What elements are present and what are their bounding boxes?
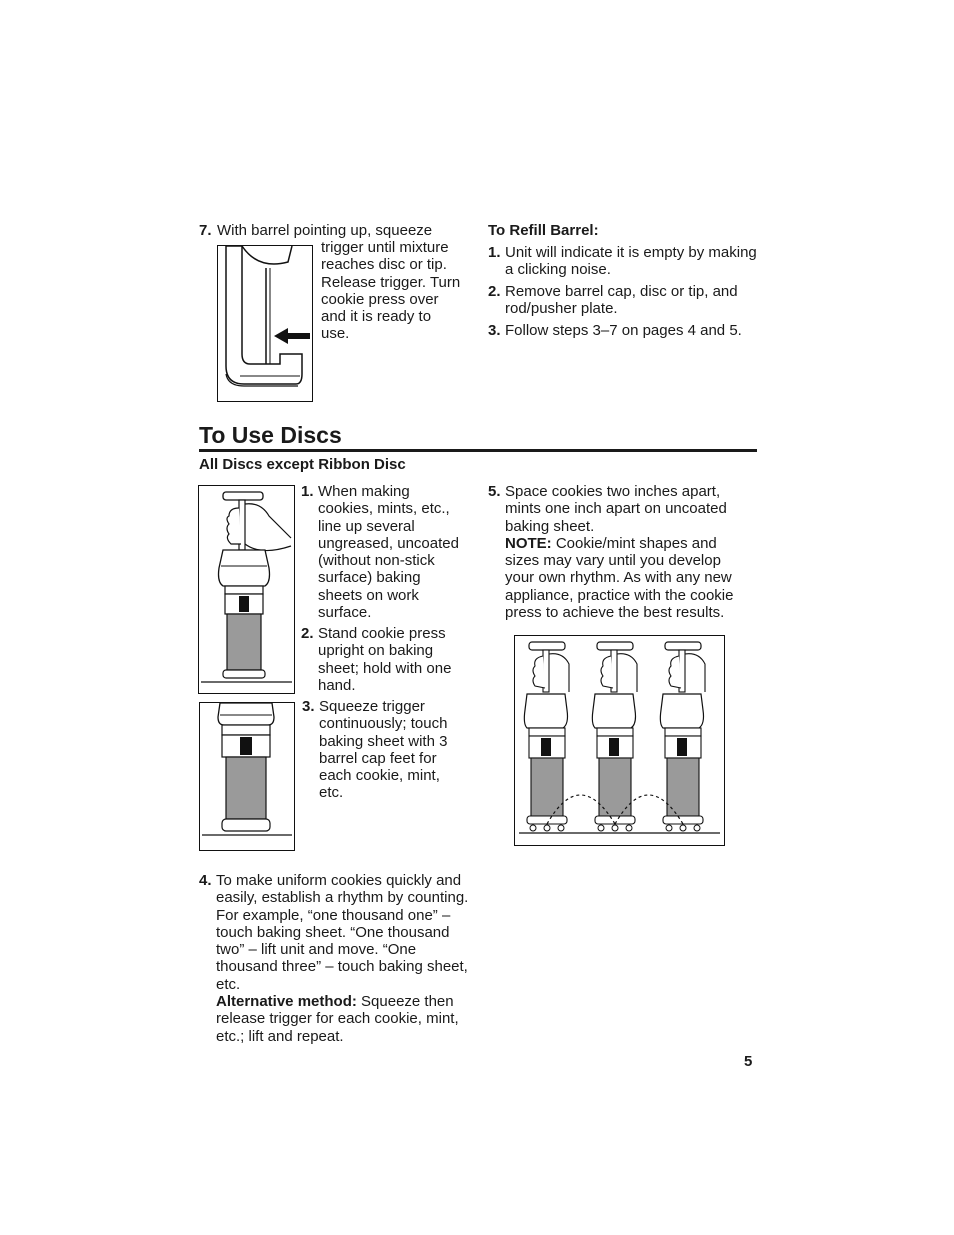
step-2 bbox=[301, 625, 467, 694]
step-5 bbox=[488, 483, 746, 621]
step-7-text: trigger until mixture reaches disc or tip. Release trigger. Turn cookie press over and it is ready to use. bbox=[321, 239, 461, 343]
refill-item-2-text: Remove barrel cap, disc or tip, and rod/pusher plate. bbox=[505, 283, 738, 318]
step-7-number: 7. bbox=[199, 222, 212, 239]
refill-item-2 bbox=[488, 283, 758, 318]
barrel-cap-illustration bbox=[217, 245, 313, 402]
refill-item-3-number: 3. bbox=[488, 322, 501, 339]
step-4-alt-label: Alternative method: bbox=[216, 993, 357, 1011]
step-5-text: Space cookies two inches apart, mints one inch apart on uncoated baking sheet. bbox=[505, 483, 727, 535]
step-1-number: 1. bbox=[301, 483, 314, 500]
step-4 bbox=[199, 872, 469, 1045]
step-4-text: To make uniform cookies quickly and easily, establish a rhythm by counting. For example, “one thousand one” – touch baking sheet. “One thousand two” – lift unit and move. “One thousand three” – touch baking sheet, etc. bbox=[216, 872, 469, 993]
step-2-number: 2. bbox=[301, 625, 314, 642]
refill-item-2-number: 2. bbox=[488, 283, 501, 300]
section-title: To Use Discs bbox=[199, 421, 757, 452]
step-3-number: 3. bbox=[302, 698, 315, 715]
refill-item-1 bbox=[488, 244, 758, 279]
refill-item-3 bbox=[488, 322, 758, 339]
step-5-number: 5. bbox=[488, 483, 501, 500]
step-4-alt-text: Squeeze then release trigger for each cookie, mint, etc.; lift and repeat. bbox=[216, 993, 459, 1045]
hand-holding-press-illustration bbox=[198, 485, 295, 694]
refill-item-1-text: Unit will indicate it is empty by making a clicking noise. bbox=[505, 244, 757, 279]
step-5-note-label: NOTE: bbox=[505, 534, 552, 552]
refill-item-3-text: Follow steps 3–7 on pages 4 and 5. bbox=[505, 322, 742, 339]
step-2-text: Stand cookie press upright on baking sheet; hold with one hand. bbox=[318, 625, 452, 694]
page-number: 5 bbox=[744, 1053, 753, 1070]
step-3-text: Squeeze trigger continuously; touch baking sheet with 3 barrel cap feet for each cookie, mint, etc. bbox=[319, 698, 448, 802]
refill-item-1-number: 1. bbox=[488, 244, 501, 261]
cookie-spacing-illustration bbox=[514, 635, 725, 846]
step-1-text: When making cookies, mints, etc., line up several ungreased, uncoated (without non-stick surface) baking sheets on work surface. bbox=[318, 483, 459, 622]
step-3 bbox=[302, 698, 468, 802]
step-4-number: 4. bbox=[199, 872, 212, 889]
step-7-first-line: With barrel pointing up, squeeze bbox=[217, 222, 433, 239]
refill-heading: To Refill Barrel: bbox=[488, 222, 599, 239]
step-5-note-text: Cookie/mint shapes and sizes may vary until you develop your own rhythm. As with any new appliance, practice with the cookie press to achieve the best results. bbox=[505, 534, 734, 622]
section-subtitle: All Discs except Ribbon Disc bbox=[199, 456, 406, 473]
step-1 bbox=[301, 483, 467, 621]
press-on-sheet-illustration bbox=[199, 702, 295, 851]
